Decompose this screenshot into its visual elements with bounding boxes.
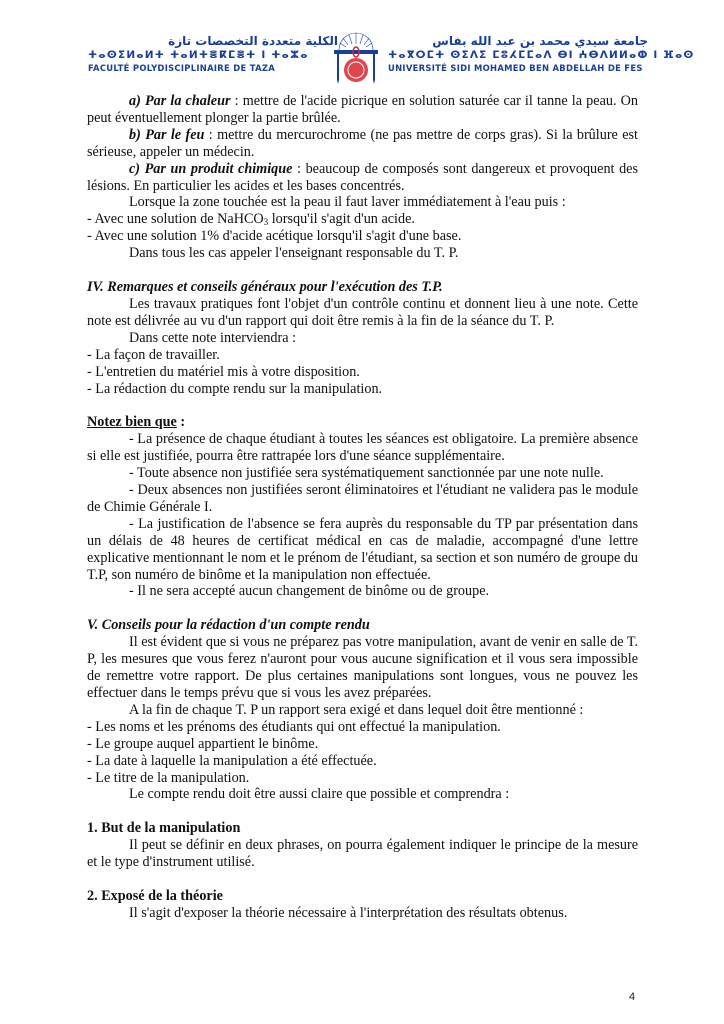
burn-fire-label: b) Par le feu xyxy=(129,126,205,143)
document-header xyxy=(0,0,724,88)
note-item: - Toute absence non justifiée sera systématiquement sanctionnée par une note nulle. xyxy=(129,465,604,482)
list-item: - L'entretien du matériel mis à votre disposition. xyxy=(87,363,360,380)
subsection-2-text: Il s'agit d'exposer la théorie nécessaire à l'interprétation des résultats obtenus. xyxy=(129,904,568,921)
skin-intro: Lorsque la zone touchée est la peau il faut laver immédiatement à l'eau puis : xyxy=(129,194,566,211)
note-item: - Il ne sera accepté aucun changement de binôme ou de groupe. xyxy=(129,583,490,600)
burn-fire-paragraph xyxy=(87,127,638,161)
note-item: - La présence de chaque étudiant à toutes les séances est obligatoire. La première absence si elle est justifiée, pourra être rattrapée lors d'une séance supplémentaire. xyxy=(87,431,638,465)
subsection-1-title: 1. But de la manipulation xyxy=(87,820,241,837)
subsection-2-title: 2. Exposé de la théorie xyxy=(87,888,223,905)
section-5-para-1: Il est évident que si vous ne préparez pas votre manipulation, avant de venir en salle de T. P, les mesures que vous ferez n'auront pour vous aucune signification et il vous sera impossible de remettre votre rapport. De plus certaines manipulations sont longues, vous ne pouvez les effectuer dans le temps prévu que si vous les avez préparées. xyxy=(87,634,638,701)
university-name-block xyxy=(388,34,695,75)
call-teacher-line: Dans tous les cas appeler l'enseignant responsable du T. P. xyxy=(129,245,459,262)
section-4-title: IV. Remarques et conseils généraux pour l'exécution des T.P. xyxy=(87,279,443,296)
page-number: 4 xyxy=(629,991,636,1003)
notes-title: Notez bien que xyxy=(87,414,177,431)
university-name-latin: UNIVERSITÉ SIDI MOHAMED BEN ABDELLAH DE FES xyxy=(388,63,643,73)
burn-heat-label: a) Par la chaleur xyxy=(129,93,231,109)
faculty-name-arabic: الكلية متعددة التخصصات تازة xyxy=(168,34,338,48)
burn-fire-text: : mettre du mercurochrome (ne pas mettre de corps gras). Si la brûlure est sérieuse, appeler un médecin. xyxy=(87,126,638,160)
section-5-para-3: Le compte rendu doit être aussi claire que possible et comprendra : xyxy=(129,786,510,803)
university-name-tifinagh: ⵜⴰⴳⵔⵎⵜ ⵙⵉⴷⵉ ⵎⵓⵃⵎⵎⴰⴷ ⴱⵏ ⵄⴱⴷⵍⵍⴰⵀ ⵏ ⴼⴰⵙ xyxy=(388,49,695,61)
section-4-para-1: Les travaux pratiques font l'objet d'un contrôle continu et donnent lieu à une note. Cette note est délivrée au vu d'un rapport qui doit être remis à la fin de la séance du T. P. xyxy=(87,295,638,329)
list-item: - La date à laquelle la manipulation a été effectuée. xyxy=(87,752,377,769)
note-item: - Deux absences non justifiées seront éliminatoires et l'étudiant ne validera pas le module de Chimie Générale I. xyxy=(87,482,638,515)
section-4-para-2: Dans cette note interviendra : xyxy=(129,329,297,346)
acid-line-prefix: - Avec une solution de NaHCO xyxy=(87,211,264,228)
subsection-1-text: Il peut se définir en deux phrases, on pourra également indiquer le principe de la mesure et le type d'instrument utilisé. xyxy=(87,837,638,871)
section-5-title: V. Conseils pour la rédaction d'un compte rendu xyxy=(87,617,370,634)
section-5-para-2: A la fin de chaque T. P un rapport sera exigé et dans lequel doit être mentionné : xyxy=(129,701,584,718)
university-name-arabic: جامعة سيدي محمد بن عبد الله بفاس xyxy=(432,34,648,48)
note-item: - La justification de l'absence se fera auprès du responsable du TP par présentation dans un délais de 48 heures de certificat médical en cas de maladie, accompagné d'une lettre explicative mentionnant le nom et le prénom de l'étudiant, sa section et son numéro de groupe du T.P, son numéro de binôme et la manipulation non effectuée. xyxy=(87,515,638,583)
base-line: - Avec une solution 1% d'acide acétique lorsqu'il s'agit d'une base. xyxy=(87,228,462,245)
list-item: - Le groupe auquel appartient le binôme. xyxy=(87,735,319,752)
burn-chemical-paragraph xyxy=(87,161,638,195)
university-emblem-icon xyxy=(331,30,381,90)
acid-line-subscript: 3 xyxy=(263,217,269,228)
burn-chemical-label: c) Par un produit chimique xyxy=(129,160,293,177)
faculty-name-tifinagh: ⵜⴰⵙⵉⵍⴰⵍⵜ ⵜⴰⵍⵜⴻⴽⵎⴻⵜ ⵏ ⵜⴰⵣⴰ xyxy=(88,49,309,61)
list-item: - La rédaction du compte rendu sur la manipulation. xyxy=(87,380,383,397)
burn-chemical-text: : beaucoup de composés sont dangereux et provoquent des lésions. En particulier les acides et les bases concentrés. xyxy=(87,160,638,194)
faculty-name-latin: FACULTÉ POLYDISCIPLINAIRE DE TAZA xyxy=(88,63,276,73)
notes-heading xyxy=(87,414,638,431)
faculty-name-block xyxy=(88,34,338,75)
list-item: - Le titre de la manipulation. xyxy=(87,769,250,786)
list-item: - La façon de travailler. xyxy=(87,346,220,363)
acid-line-suffix: lorsqu'il s'agit d'un acide. xyxy=(268,211,415,228)
notes-title-suffix: : xyxy=(176,414,186,431)
document-body xyxy=(87,93,638,922)
acid-line xyxy=(87,211,638,228)
burn-heat-text: : mettre de l'acide picrique en solution saturée car il tanne la peau. On peut éventuellement plonger la partie brûlée. xyxy=(87,93,638,126)
list-item: - Les noms et les prénoms des étudiants qui ont effectué la manipulation. xyxy=(87,718,501,735)
burn-heat-paragraph xyxy=(87,93,638,127)
